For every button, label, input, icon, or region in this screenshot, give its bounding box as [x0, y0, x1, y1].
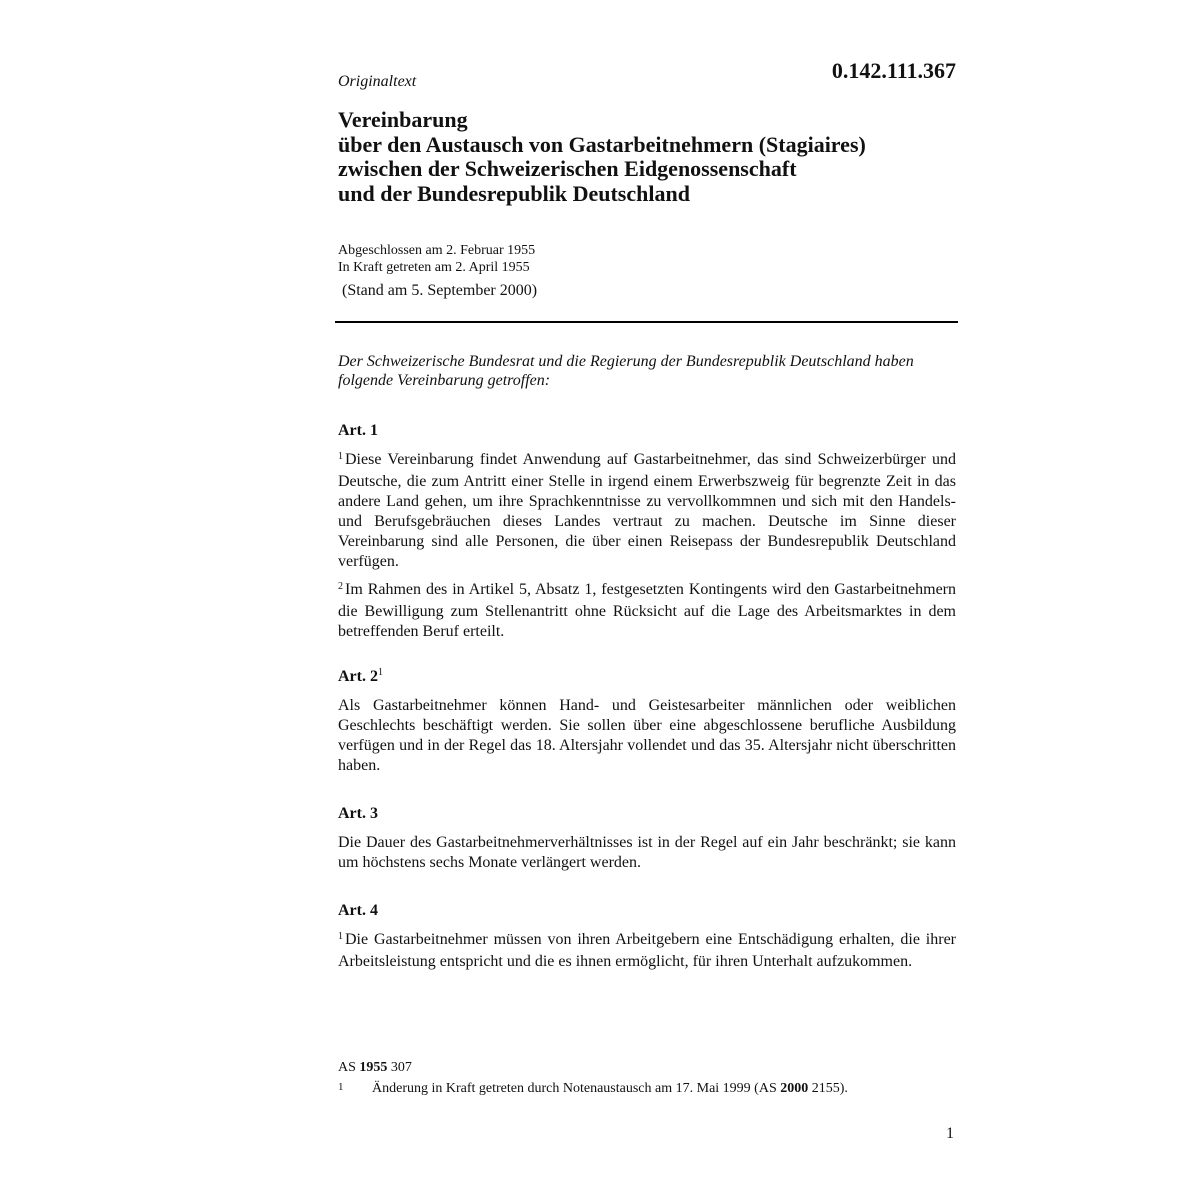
footnote-as-year: 2000	[780, 1081, 809, 1096]
paragraph-text: Die Gastarbeitnehmer müssen von ihren Arbeitgebern eine Entschädigung erhalten, die ihrer Arbeitsleistung entspricht und die es ihnen ermöglicht, für ihren Unterhalt aufzukommen.	[338, 931, 956, 970]
article-heading	[338, 902, 378, 920]
paragraph-number: 1	[338, 931, 343, 942]
title-line: zwischen der Schweizerischen Eidgenossenschaft	[338, 156, 797, 181]
article-heading-text: Art. 1	[338, 422, 378, 439]
title-line: und der Bundesrepublik Deutschland	[338, 180, 690, 206]
article-heading-text: Art. 4	[338, 902, 378, 919]
status-date: (Stand am 5. September 2000)	[342, 282, 538, 299]
in-force-date: In Kraft getreten am 2. April 1955	[338, 260, 530, 275]
as-page: 307	[390, 1060, 412, 1075]
footnote-text: Änderung in Kraft getreten durch Notenaustausch am 17. Mai 1999 (AS	[372, 1081, 777, 1096]
title-line: über den Austausch von Gastarbeitnehmern (Stagiaires)	[338, 131, 866, 157]
paragraph-text: Diese Vereinbarung findet Anwendung auf Gastarbeitnehmer, das sind Schweizerbürger und Deutsche, die zum Antritt einer Stelle in irgend einem Erwerbszweig für begrenzte Zeit in das andere Land gehen, um ihre Sprachkenntnisse zu vervollkommnen und sich mit den Handels- und Berufsgebräuchen dieses Landes vertraut zu machen. Deutsche im Sinne dieser Vereinbarung sind alle Personen, die über einen Reisepass der Bundesrepublik Deutschland verfügen.	[338, 451, 956, 570]
as-year: 1955	[359, 1060, 388, 1075]
paragraph-number: 1	[338, 451, 343, 462]
as-citation	[338, 1060, 412, 1076]
article-paragraph	[338, 450, 956, 572]
article-paragraph	[338, 930, 956, 972]
page-number: 1	[946, 1125, 954, 1142]
article-heading-text: Art. 3	[338, 805, 378, 822]
article-heading	[338, 422, 378, 440]
title-line: Vereinbarung	[338, 107, 468, 132]
concluded-date: Abgeschlossen am 2. Februar 1955	[338, 243, 536, 258]
document-title	[338, 108, 958, 206]
document-meta	[338, 242, 535, 276]
paragraph-text: Die Dauer des Gastarbeitnehmerverhältnisses ist in der Regel auf ein Jahr beschränkt; sie kann um höchstens sechs Monate verlängert werden.	[338, 834, 956, 871]
article-heading	[338, 805, 378, 823]
paragraph-text: Als Gastarbeitnehmer können Hand- und Geistesarbeiter männlichen oder weiblichen Geschlechts beschäftigt werden. Sie sollen über eine abgeschlossene berufliche Ausbildung verfügen und in der Regel das 18. Altersjahr vollendet und das 35. Altersjahr nicht überschritten haben.	[338, 697, 956, 774]
footnote	[338, 1081, 958, 1097]
footnote-reference[interactable]: 1	[377, 667, 383, 678]
article-heading-text: Art. 2	[338, 668, 378, 685]
header-divider	[335, 321, 958, 323]
article-paragraph	[338, 696, 956, 776]
sr-number: 0.142.111.367	[831, 58, 956, 83]
footnote-number: 1	[338, 1081, 344, 1093]
original-text-label: Originaltext	[338, 73, 417, 90]
preamble: Der Schweizerische Bundesrat und die Regierung der Bundesrepublik Deutschland haben folgende Vereinbarung getroffen:	[338, 353, 914, 389]
footnote-as-page: 2155).	[811, 1081, 848, 1096]
paragraph-number: 2	[338, 581, 343, 592]
article-paragraph	[338, 833, 956, 873]
as-prefix: AS	[338, 1060, 356, 1075]
article-paragraph	[338, 580, 956, 642]
paragraph-text: Im Rahmen des in Artikel 5, Absatz 1, festgesetzten Kontingents wird den Gastarbeitnehmern die Bewilligung zum Stellenantritt ohne Rücksicht auf die Lage des Arbeitsmarktes in dem betreffenden Beruf erteilt.	[338, 581, 956, 640]
article-heading	[338, 668, 383, 686]
